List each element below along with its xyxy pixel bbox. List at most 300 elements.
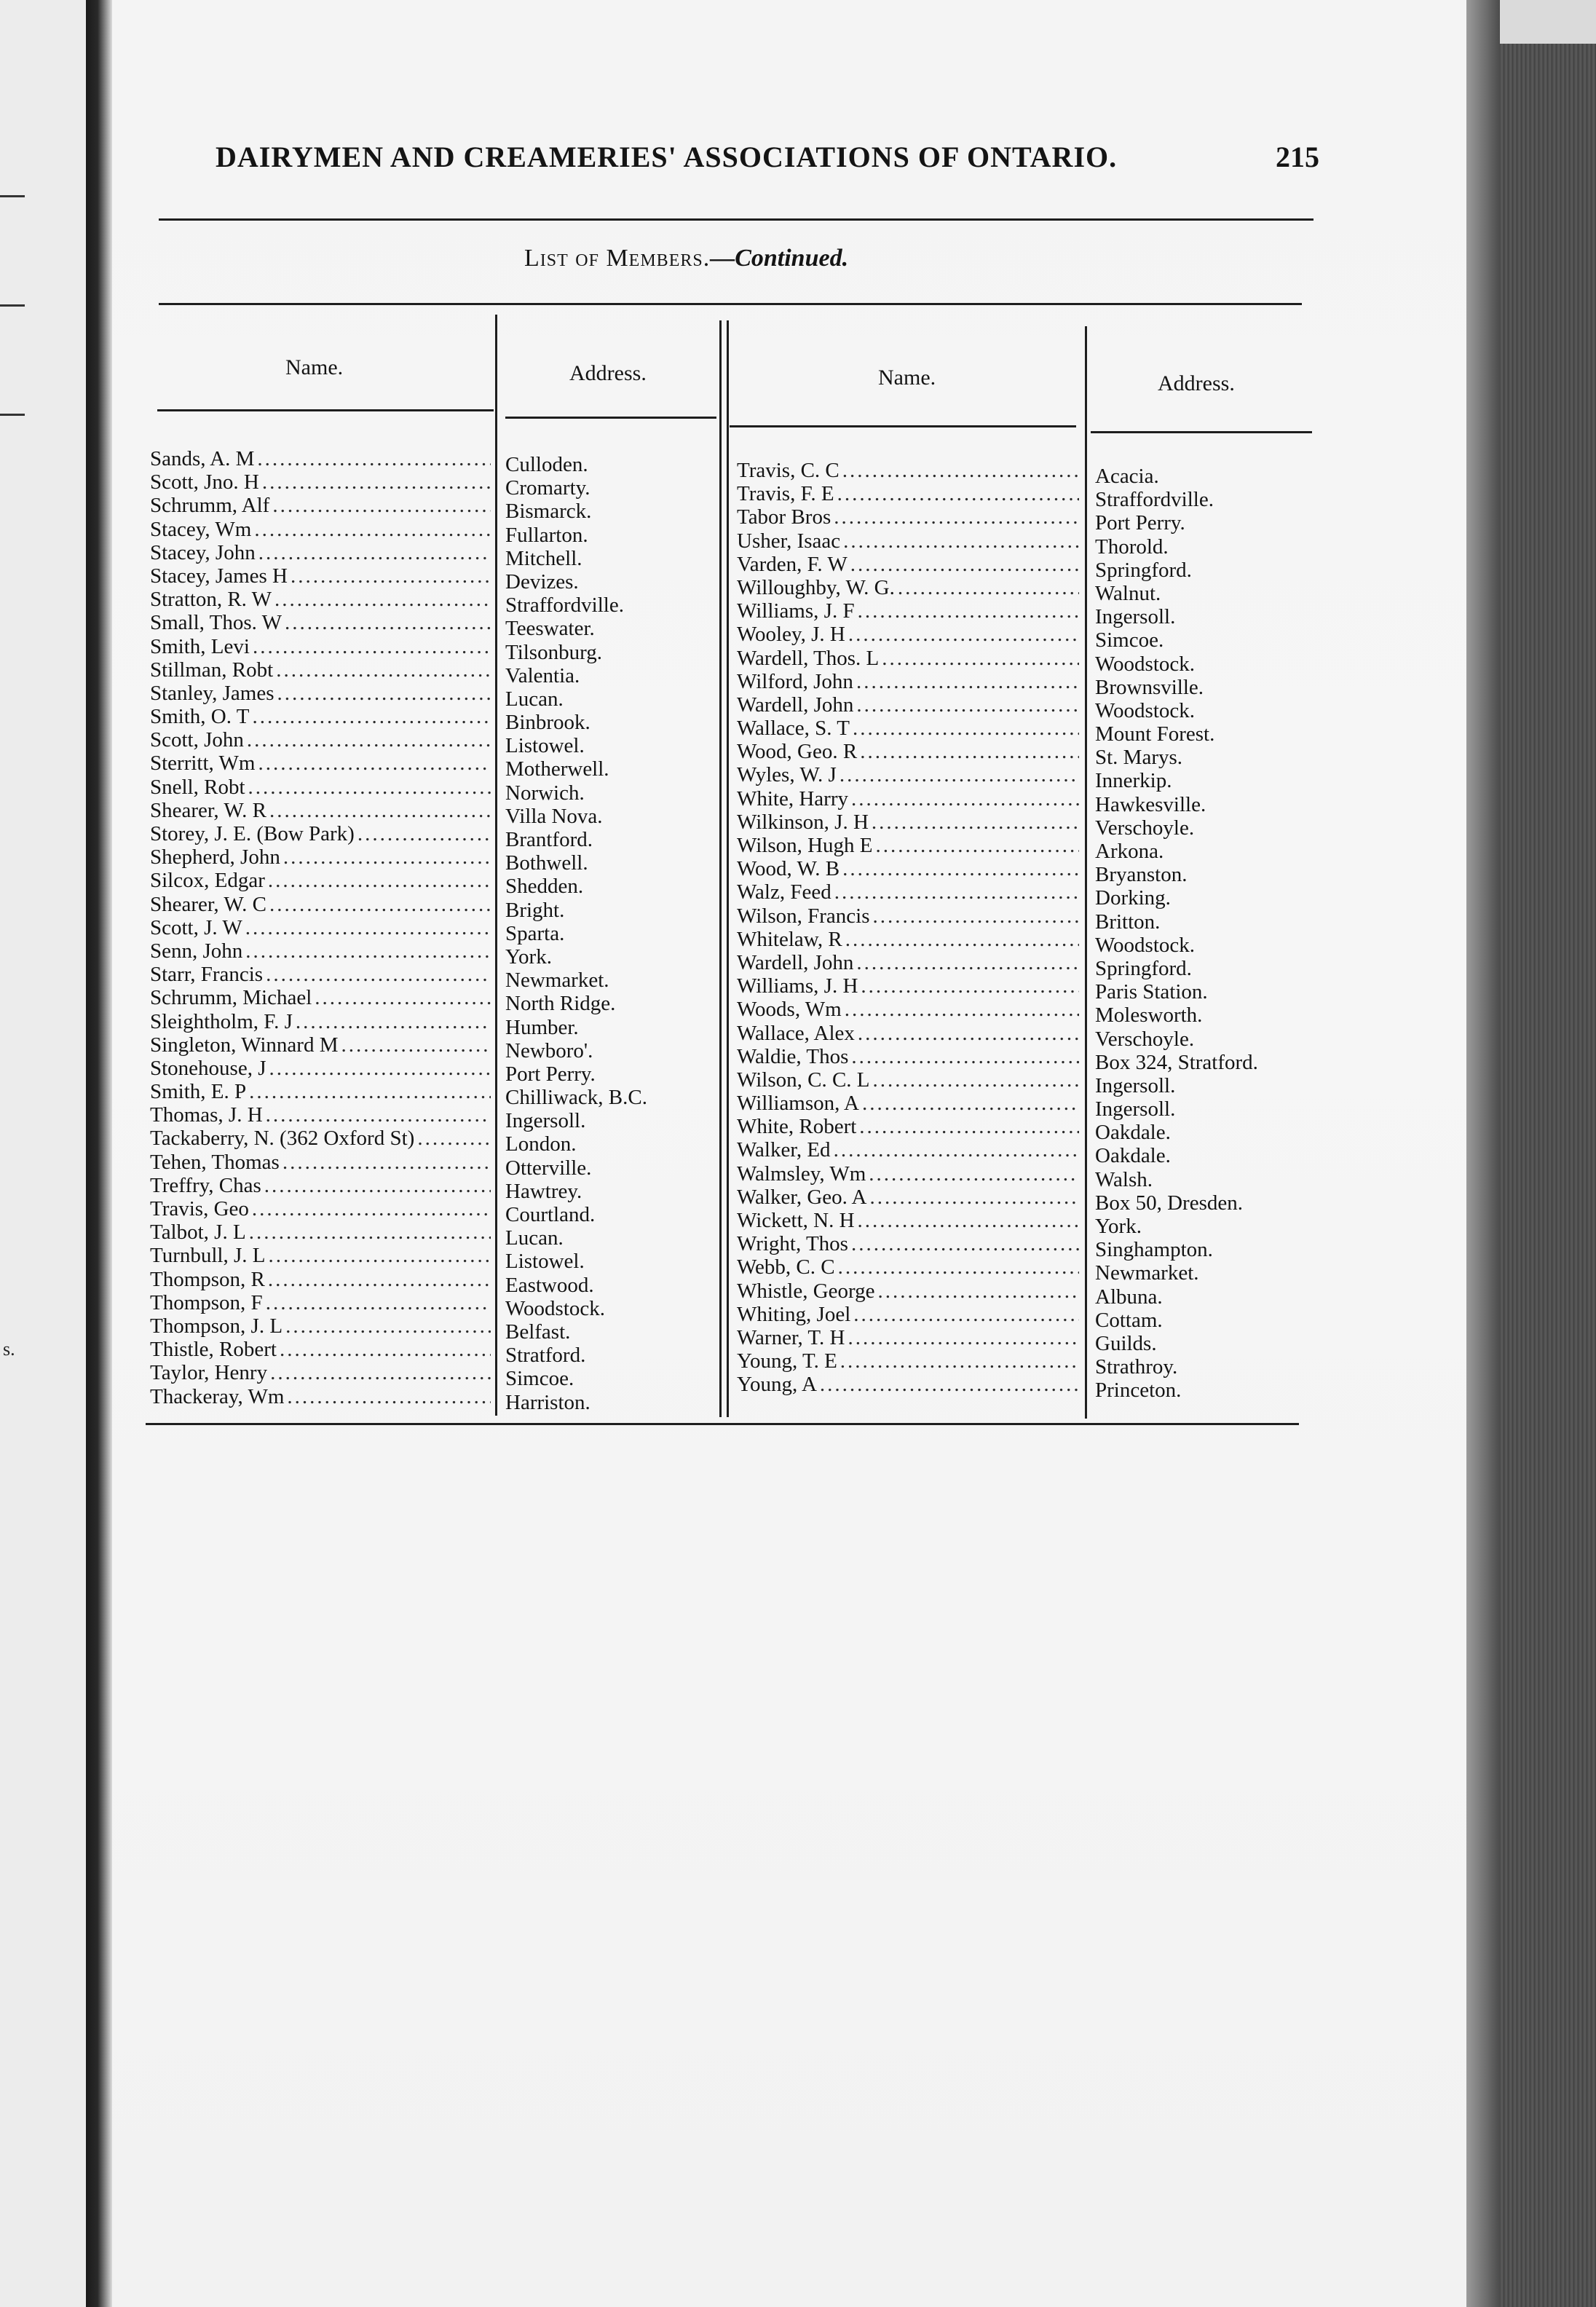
member-address: Strathroy. [1095,1355,1178,1379]
section-heading-continued: —Continued. [710,245,849,272]
leader-dots [850,1303,1079,1326]
leader-dots [269,494,491,517]
member-name: Wardell, John [737,950,854,974]
member-name: Shepherd, John [150,845,280,869]
facing-page-edge [0,0,86,2307]
leader-dots [850,717,1079,740]
member-name-row [737,1326,1079,1349]
member-address: Teeswater. [505,617,595,641]
member-name: Wallace, S. T [737,717,850,741]
member-address: Newmarket. [1095,1261,1199,1285]
member-address: Bright. [505,898,565,922]
member-address: Straffordville. [1095,488,1214,512]
member-name: Walker, Geo. A [737,1185,867,1209]
member-name-row [150,635,491,658]
member-name-row [737,787,1079,811]
leader-dots [848,1045,1079,1068]
member-address: Devizes. [505,569,579,593]
background [1500,0,1596,44]
column-header-rule [505,417,716,419]
member-name-row [150,1338,491,1361]
member-name: Whistle, George [737,1279,875,1303]
leader-dots [875,1279,1079,1303]
leader-dots [274,682,491,705]
member-name: Whiting, Joel [737,1302,851,1326]
member-name: Travis, Geo [150,1197,249,1220]
leader-dots [895,576,1079,599]
page-number: 215 [1276,141,1319,173]
leader-dots [859,1092,1079,1115]
member-name-row [737,998,1079,1021]
member-address: Courtland. [505,1203,596,1226]
leader-dots [853,693,1079,717]
member-name-row [150,588,491,611]
leader-dots [263,1291,491,1314]
member-address: Lucan. [505,687,564,711]
member-name-row [150,1151,491,1174]
member-address: Verschoyle. [1095,816,1195,840]
leader-dots [837,1349,1079,1373]
member-name: Tackaberry, N. (362 Oxford St) [150,1127,415,1151]
leader-dots [263,963,491,986]
member-name: Treffry, Chas [150,1173,261,1197]
leader-dots [266,1057,491,1080]
leader-dots [853,670,1079,693]
member-name-row [150,1291,491,1314]
leader-dots [282,611,491,634]
member-name: Sands, A. M [150,447,255,470]
member-address: York. [1095,1215,1142,1238]
leader-dots [277,1338,491,1361]
member-address: Ingersoll. [1095,1097,1176,1121]
member-address: Mitchell. [505,546,582,570]
member-name-row [737,1209,1079,1232]
leader-dots [842,928,1079,951]
leader-dots [817,1373,1079,1396]
leader-dots [267,1361,491,1384]
member-name-row [737,1068,1079,1092]
member-name-row [737,1303,1079,1326]
member-name-row [150,1033,491,1057]
member-address: Hawtrey. [505,1179,582,1203]
member-name: Scott, Jno. H [150,470,259,494]
member-name: Woods, Wm [737,998,842,1022]
member-name-row [150,1244,491,1267]
member-address: Ingersoll. [505,1109,586,1133]
member-name-row [737,529,1079,553]
member-name: Stonehouse, J [150,1056,266,1080]
member-name-row [737,811,1079,834]
column-header-address-left: Address. [569,361,647,385]
member-address: Arkona. [1095,840,1164,863]
leader-dots [254,447,491,470]
member-name-row [150,1103,491,1127]
member-name: Senn, John [150,939,243,963]
member-address: Woodstock. [1095,933,1196,957]
member-name: Young, A [737,1373,817,1397]
member-name: Smith, O. T [150,705,250,729]
leader-dots [835,1255,1079,1279]
member-name: Turnbull, J. L [150,1244,266,1268]
member-name-row [150,541,491,564]
facing-page-rule [0,195,25,197]
member-name: Snell, Robt [150,775,245,799]
member-address: Box 324, Stratford. [1095,1050,1258,1074]
member-name-row [150,658,491,682]
table-top-rule [159,303,1302,305]
member-name: Travis, F. E [737,482,834,506]
member-address: Guilds. [1095,1331,1157,1355]
member-address: Springford. [1095,558,1192,582]
member-name-row [150,682,491,705]
member-name-row [737,1115,1079,1138]
header-rule [159,218,1313,221]
member-address: Port Perry. [1095,511,1185,535]
member-name: Thompson, F [150,1290,263,1314]
member-name-row [737,1255,1079,1279]
right-address-column [1095,465,1313,1403]
member-address: Harriston. [505,1390,590,1414]
leader-dots [261,1174,491,1197]
member-name: Smith, E. P [150,1080,247,1104]
member-name: Stacey, John [150,540,256,564]
member-name: Sterritt, Wm [150,752,256,776]
leader-dots [867,1186,1079,1209]
member-name-row [737,576,1079,599]
member-name: Wardell, Thos. L [737,646,880,670]
member-name: Wooley, J. H [737,623,845,647]
member-name-row [737,834,1079,857]
member-address: Straffordville. [505,593,624,618]
member-name: Walz, Feed [737,880,831,904]
member-name: Warner, T. H [737,1325,845,1349]
member-name-row [150,752,491,775]
leader-dots [245,776,491,799]
member-name-row [737,951,1079,974]
member-name-row [150,494,491,517]
leader-dots [249,1197,491,1220]
member-name-row [737,974,1079,998]
leader-dots [246,1220,491,1244]
member-address: Albuna. [1095,1285,1163,1309]
member-name-row [150,869,491,892]
member-name: Tabor Bros [737,505,831,529]
member-address: Humber. [505,1015,579,1039]
member-address: Dorking. [1095,886,1171,910]
member-name-row [150,1080,491,1103]
member-name-row [737,880,1079,904]
column-divider [719,320,722,1417]
column-header-rule [730,425,1076,427]
member-address: Ingersoll. [1095,605,1176,629]
member-address: Thorold. [1095,535,1169,559]
member-name: Young, T. E [737,1349,837,1373]
member-name-row [737,1022,1079,1045]
leader-dots [857,740,1079,763]
member-address: Belfast. [505,1320,571,1344]
member-name-row [737,599,1079,623]
member-address: Innerkip. [1095,769,1172,793]
member-name-row [150,1127,491,1150]
member-address: Britton. [1095,910,1161,934]
member-name-row [737,904,1079,928]
member-address: Mount Forest. [1095,722,1215,746]
member-name-row [150,611,491,634]
member-name-row [737,1138,1079,1162]
member-address: Newboro'. [505,1038,593,1062]
member-name: Small, Thos. W [150,611,282,635]
member-name: Scott, John [150,728,244,752]
leader-dots [840,529,1079,553]
leader-dots [250,635,491,658]
leader-dots [249,705,491,728]
column-header-address-right: Address. [1158,371,1235,395]
member-address: Tilsonburg. [505,640,602,664]
member-name: Wilson, C. C. L [737,1068,870,1092]
leader-dots [869,811,1079,834]
member-name-row [150,518,491,541]
member-address: Oakdale. [1095,1144,1171,1168]
member-address: Hawkesville. [1095,792,1206,816]
member-address: Otterville. [505,1156,592,1180]
facing-page-rule [0,414,25,416]
member-name-row [150,799,491,822]
member-address: Woodstock. [1095,652,1196,676]
member-name: Stacey, Wm [150,517,252,541]
member-name-row [150,776,491,799]
member-name: Stratton, R. W [150,588,272,612]
leader-dots [855,599,1079,623]
member-name-row [737,857,1079,880]
leader-dots [848,1232,1079,1255]
leader-dots [845,623,1079,646]
member-name: Wright, Thos [737,1232,848,1256]
member-name: Wood, Geo. R [737,740,858,764]
member-name-row [150,564,491,588]
member-name: Thistle, Robert [150,1338,277,1362]
column-divider [1085,326,1087,1419]
member-address: Binbrook. [505,711,590,735]
running-header-title: DAIRYMEN AND CREAMERIES' ASSOCIATIONS OF ONTARIO. [216,141,1118,173]
member-name-row [150,1385,491,1408]
leader-dots [855,1022,1079,1045]
member-name: Schrumm, Michael [150,986,312,1010]
leader-dots [280,845,491,869]
member-name-row [737,1373,1079,1396]
member-name: Silcox, Edgar [150,869,265,893]
member-address: Valentia. [505,663,580,687]
member-name-row [150,1361,491,1384]
member-name: Sleightholm, F. J [150,1009,293,1033]
member-name: Stillman, Robt [150,658,274,682]
leader-dots [256,541,491,564]
member-name-row [737,1232,1079,1255]
member-name-row [150,1197,491,1220]
member-name: Travis, C. C [737,459,840,482]
member-address: Ingersoll. [1095,1073,1176,1097]
member-name-row [737,459,1079,482]
leader-dots [312,986,491,1009]
leader-dots [856,1115,1079,1138]
member-address: Listowel. [505,1250,585,1274]
leader-dots [242,916,491,939]
member-name-row [737,553,1079,576]
member-name: Scott, J. W [150,915,242,939]
member-name: Shearer, W. C [150,892,266,916]
member-address: Stratford. [505,1344,586,1368]
leader-dots [842,998,1079,1021]
member-name-row [150,822,491,845]
member-name-row [150,1010,491,1033]
member-address: Acacia. [1095,465,1159,488]
member-address: Woodstock. [1095,698,1196,722]
member-address: York. [505,945,552,969]
member-name-row [737,693,1079,717]
member-name-row [150,916,491,939]
member-name: Thackeray, Wm [150,1384,285,1408]
column-divider [727,320,729,1417]
member-name-row [737,740,1079,763]
member-name: Wilson, Francis [737,904,870,928]
member-name-row [150,728,491,752]
member-address: London. [505,1132,577,1156]
member-address: Norwich. [505,781,585,805]
member-name: White, Robert [737,1115,857,1139]
leader-dots [848,787,1079,811]
leader-dots [288,564,491,588]
leader-dots [870,1068,1079,1092]
leader-dots [266,799,491,822]
member-address: Princeton. [1095,1379,1182,1403]
column-header-name-right: Name. [878,366,936,390]
member-name: Webb, C. C [737,1255,835,1279]
member-name-row [150,1174,491,1197]
leader-dots [242,939,491,963]
member-name-row [737,1186,1079,1209]
member-address: Lucan. [505,1226,564,1250]
leader-dots [293,1010,491,1033]
member-name: Varden, F. W [737,552,848,576]
table-bottom-rule [146,1423,1299,1425]
member-address: Simcoe. [1095,628,1164,652]
leader-dots [273,658,491,682]
left-address-column [505,453,716,1414]
member-name-row [150,470,491,494]
leader-dots [831,880,1079,904]
member-name: Starr, Francis [150,963,264,987]
leader-dots [840,857,1079,880]
member-address: Port Perry. [505,1062,596,1086]
member-address: Springford. [1095,956,1192,980]
leader-dots [265,869,491,892]
member-name: Thomas, J. H [150,1103,263,1127]
member-name-row [150,1220,491,1244]
leader-dots [855,1209,1079,1232]
member-name: Wardell, John [737,693,854,717]
leader-dots [355,822,491,845]
column-header-rule [1091,431,1312,433]
member-address: Verschoyle. [1095,1027,1195,1051]
member-name: Singleton, Winnard M [150,1033,339,1057]
leader-dots [858,974,1079,998]
member-address: Bismarck. [505,500,592,524]
member-address: St. Marys. [1095,746,1183,770]
member-address: Sparta. [505,921,565,945]
member-name: White, Harry [737,786,848,811]
member-name: Williams, J. H [737,974,858,998]
member-name-row [737,1045,1079,1068]
member-name: Storey, J. E. (Bow Park) [150,822,355,845]
left-name-column [150,447,491,1408]
leader-dots [834,482,1079,505]
member-name-row [150,1268,491,1291]
member-name: Whitelaw, R [737,927,842,951]
leader-dots [414,1127,491,1150]
leader-dots [283,1314,491,1338]
member-address: Cromarty. [505,476,590,500]
member-address: Motherwell. [505,757,609,781]
member-name-row [737,763,1079,786]
page-edge-shadow [1466,0,1500,2307]
leader-dots [840,459,1079,482]
leader-dots [263,1103,491,1127]
leader-dots [866,1162,1079,1186]
member-name-row [150,447,491,470]
leader-dots [272,588,491,611]
right-name-column [737,459,1079,1397]
member-name: Walmsley, Wm [737,1162,866,1186]
member-address: Oakdale. [1095,1121,1171,1145]
member-name: Wilford, John [737,669,853,693]
column-divider [495,315,497,1416]
leader-dots [338,1033,491,1057]
member-name-row [737,482,1079,505]
member-address: Brantford. [505,828,593,851]
member-name: Waldie, Thos [737,1044,849,1068]
member-name: Walker, Ed [737,1138,831,1162]
leader-dots [259,470,491,494]
leader-dots [879,647,1079,670]
leader-dots [265,1268,491,1291]
column-header-name-left: Name. [285,355,344,379]
member-address: Cottam. [1095,1308,1163,1332]
member-address: Chilliwack, B.C. [505,1086,647,1110]
member-name-row [150,1057,491,1080]
member-name: Wickett, N. H [737,1209,855,1232]
member-address: Brownsville. [1095,675,1204,699]
leader-dots [266,893,491,916]
member-address: Walsh. [1095,1167,1153,1191]
member-name-row [150,845,491,869]
leader-dots [848,553,1079,576]
leader-dots [255,752,491,775]
leader-dots [284,1385,491,1408]
leader-dots [853,951,1079,974]
member-address: Bryanston. [1095,863,1188,887]
member-address: Eastwood. [505,1273,594,1297]
member-name: Usher, Isaac [737,529,841,553]
facing-page-rule [0,304,25,307]
leader-dots [280,1151,491,1174]
leader-dots [265,1244,491,1267]
member-address: Simcoe. [505,1367,574,1391]
member-name-row [737,505,1079,529]
member-name-row [737,1349,1079,1373]
member-address: Fullarton. [505,523,588,547]
member-name: Wyles, W. J [737,763,837,787]
member-address: Bothwell. [505,851,588,875]
member-address: Singhampton. [1095,1238,1213,1262]
